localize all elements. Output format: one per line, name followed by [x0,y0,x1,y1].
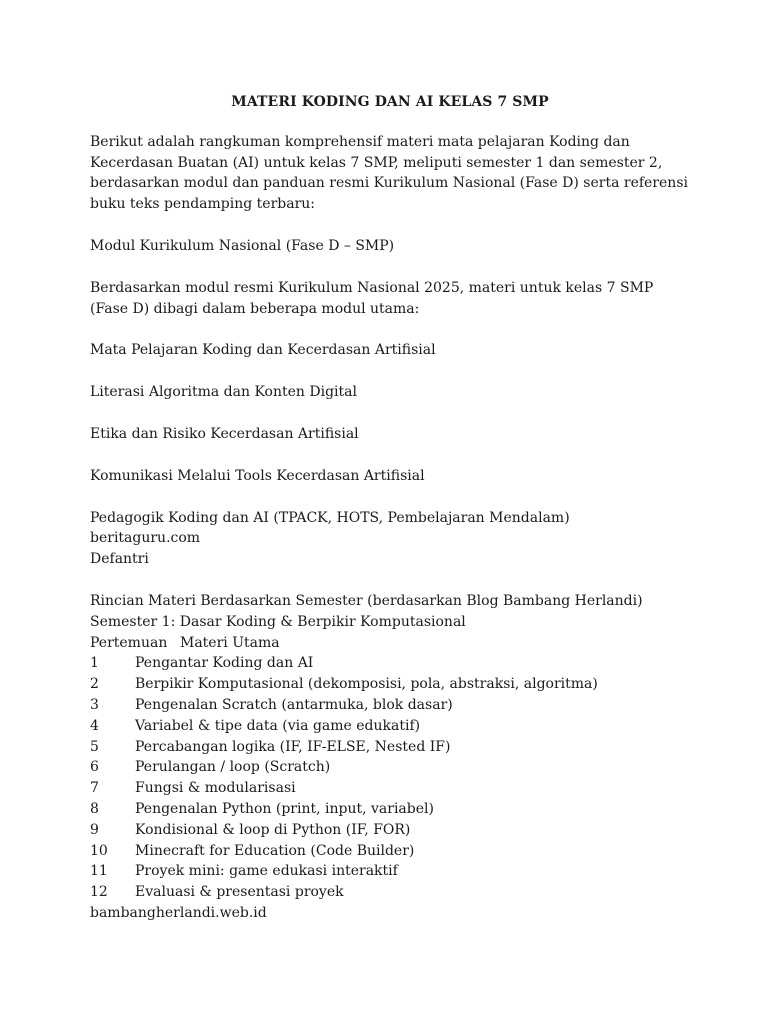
rincian-heading: Rincian Materi Berdasarkan Semester (berdasarkan Blog Bambang Herlandi) [90,592,643,609]
row-number: 8 [90,800,99,817]
row-materi: Perulangan / loop (Scratch) [135,759,331,776]
table-row [90,861,690,882]
spacer [90,319,690,340]
section-heading-modul: Modul Kurikulum Nasional (Fase D – SMP) [90,237,395,254]
row-materi: Pengenalan Scratch (antarmuka, blok dasar) [135,696,453,713]
row-materi: Proyek mini: game edukasi interaktif [135,863,398,880]
row-materi: Evaluasi & presentasi proyek [135,884,344,901]
row-number: 2 [90,676,99,693]
row-number: 10 [90,842,108,859]
table-row [90,778,690,799]
table-header [90,633,690,654]
table-row [90,841,690,862]
module-item: Mata Pelajaran Koding dan Kecerdasan Artifisial [90,342,436,359]
document-title: MATERI KODING DAN AI KELAS 7 SMP [231,94,549,110]
row-materi: Pengantar Koding dan AI [135,655,314,672]
spacer [90,570,690,591]
table-row [90,820,690,841]
row-number: 3 [90,696,99,713]
source-defantri: Defantri [90,551,149,568]
table-header-pertemuan: Pertemuan [90,634,168,651]
row-number: 9 [90,821,99,838]
source-beritaguru: beritaguru.com [90,530,201,547]
table-row [90,695,690,716]
table-row [90,799,690,820]
row-number: 12 [90,884,108,901]
spacer [90,403,690,424]
section-paragraph-modul: Berdasarkan modul resmi Kurikulum Nasional 2025, materi untuk kelas 7 SMP (Fase D) dibagi dalam beberapa modul utama: [90,279,654,317]
module-item: Literasi Algoritma dan Konten Digital [90,384,357,401]
spacer [90,445,690,466]
pedagogik-line: Pedagogik Koding dan AI (TPACK, HOTS, Pembelajaran Mendalam) [90,509,570,526]
row-materi: Minecraft for Education (Code Builder) [135,842,415,859]
table-row [90,882,690,903]
row-materi: Fungsi & modularisasi [135,780,296,797]
row-number: 5 [90,738,99,755]
row-number: 6 [90,759,99,776]
table-row [90,653,690,674]
row-number: 11 [90,863,108,880]
intro-paragraph: Berikut adalah rangkuman komprehensif materi mata pelajaran Koding dan Kecerdasan Buatan (AI) untuk kelas 7 SMP, meliputi semester 1 dan semester 2, berdasarkan modul dan panduan resmi Kurikulum Nasional (Fase D) serta referensi buku teks pendamping terbaru: [90,133,688,213]
document-page [90,92,690,924]
spacer [90,487,690,508]
row-number: 1 [90,655,99,672]
row-number: 7 [90,780,99,797]
row-materi: Berpikir Komputasional (dekomposisi, pola, abstraksi, algoritma) [135,676,598,693]
pedagogik-block [90,508,690,570]
spacer [90,361,690,382]
row-materi: Pengenalan Python (print, input, variabel) [135,800,434,817]
module-item: Komunikasi Melalui Tools Kecerdasan Artifisial [90,467,425,484]
semester1-heading: Semester 1: Dasar Koding & Berpikir Komputasional [90,613,466,630]
table-row [90,737,690,758]
row-number: 4 [90,717,99,734]
row-materi: Percabangan logika (IF, IF-ELSE, Nested IF) [135,738,451,755]
source-bambangherlandi: bambangherlandi.web.id [90,904,267,921]
table-row [90,674,690,695]
row-materi: Kondisional & loop di Python (IF, FOR) [135,821,411,838]
table-header-materi: Materi Utama [180,634,280,651]
table-row [90,757,690,778]
row-materi: Variabel & tipe data (via game edukatif) [135,717,421,734]
module-item: Etika dan Risiko Kecerdasan Artifisial [90,425,359,442]
table-row [90,716,690,737]
spacer [90,257,690,278]
rincian-block [90,591,690,924]
